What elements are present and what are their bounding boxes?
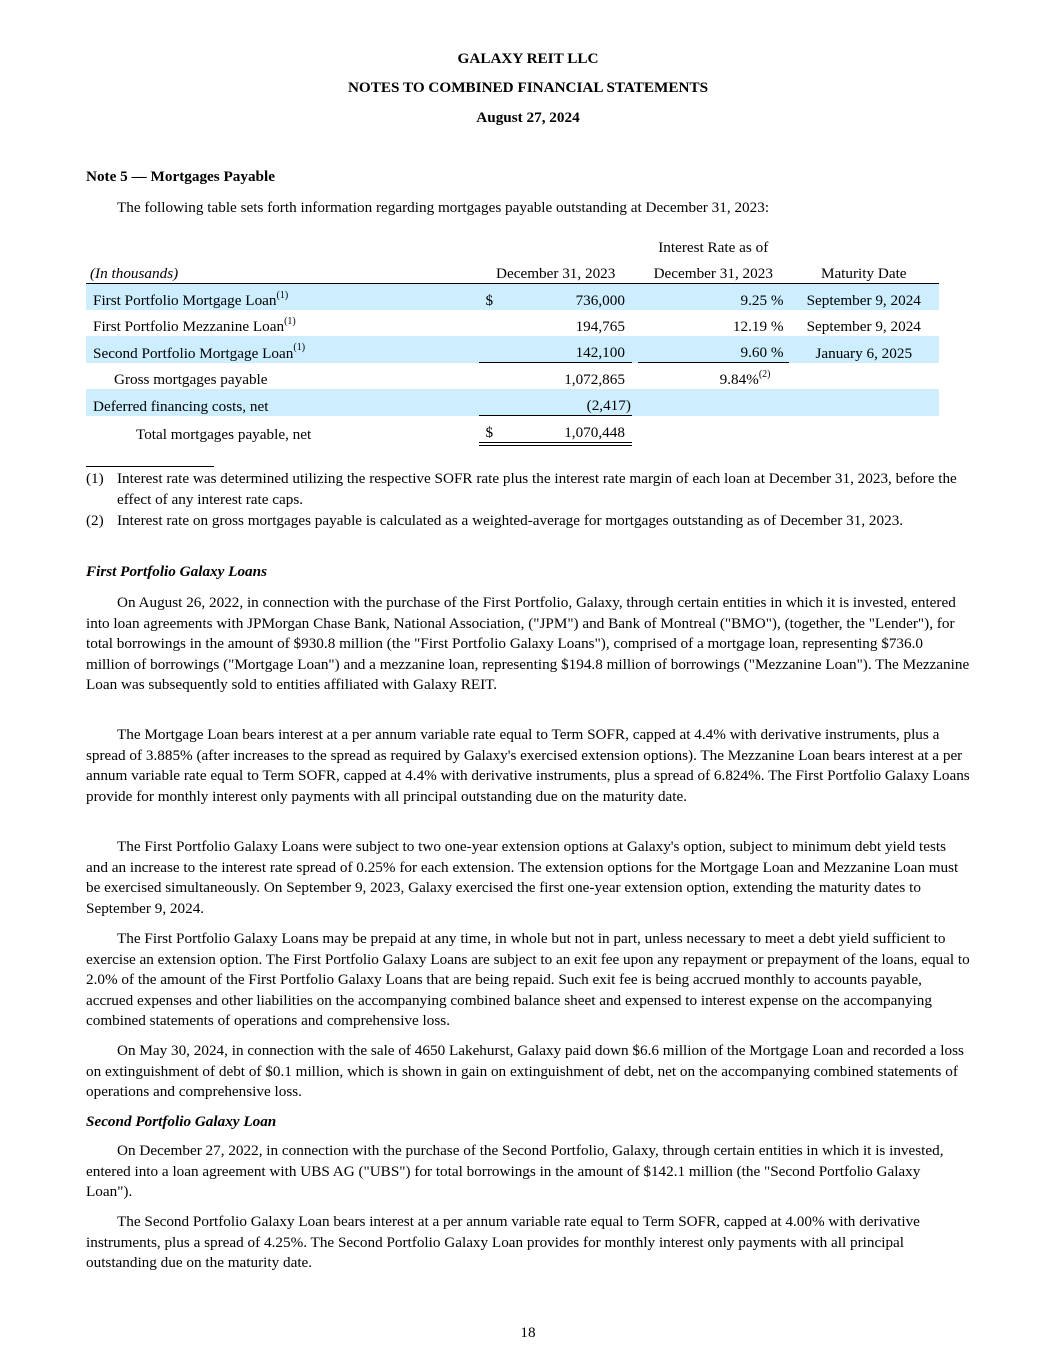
row-label: First Portfolio Mezzanine Loan$^{(1)}$ bbox=[93, 315, 296, 335]
maturity-value bbox=[789, 389, 940, 416]
balance-value: 1,070,448 bbox=[564, 424, 625, 441]
paragraph: The First Portfolio Galaxy Loans were subject to two one-year extension options at Galaxy's option, subject to minimum debt yield tests and an increase to the interest rate spread of 0.25% for each extension. The extension options for the Mortgage Loan and Mezzanine Loan must be exercised simultaneously. On September 9, 2023, Galaxy exercised the first one-year extension option, extending the maturity dates to September 9, 2024. bbox=[86, 838, 959, 917]
balance-value: 1,072,865 bbox=[564, 371, 625, 388]
table-header-row-1 bbox=[86, 231, 939, 257]
row-label: First Portfolio Mortgage Loan$^{(1)}$ bbox=[86, 284, 473, 311]
paragraph: On December 27, 2022, in connection with the purchase of the Second Portfolio, Galaxy, through certain entities in which it is invested, entered into a loan agreement with UBS AG ("UBS") for total borrowings in the amount of $142.1 million (the "Second Portfolio Galaxy Loan"). bbox=[86, 1142, 944, 1200]
rate-value: 9.60 % bbox=[638, 336, 788, 363]
balance-cell bbox=[479, 416, 632, 445]
company-name: GALAXY REIT LLC bbox=[457, 50, 599, 67]
maturity-header: Maturity Date bbox=[789, 257, 940, 284]
units-label: (In thousands) bbox=[86, 257, 473, 284]
rate-header-line2: December 31, 2023 bbox=[638, 257, 788, 284]
balance-cell bbox=[479, 284, 632, 311]
paragraph: The Second Portfolio Galaxy Loan bears interest at a per annum variable rate equal to Term SOFR, capped at 4.00% with derivative instruments, plus a spread of 4.25%. The Second Portfolio Galaxy Loan provides for monthly interest only payments with all principal outstanding due on the maturity date. bbox=[86, 1213, 920, 1271]
maturity-value: September 9, 2024 bbox=[806, 318, 921, 335]
table-row bbox=[86, 284, 939, 311]
section-title-first-portfolio: First Portfolio Galaxy Loans bbox=[86, 563, 267, 580]
rate-value: 9.84%$^{(2)}$ bbox=[719, 368, 771, 388]
table-row bbox=[86, 389, 939, 416]
page-number: 18 bbox=[520, 1324, 536, 1341]
footnote-1 bbox=[86, 469, 970, 510]
note-intro: The following table sets forth information regarding mortgages payable outstanding at December 31, 2023: bbox=[117, 199, 770, 216]
table-row bbox=[86, 363, 939, 390]
balance-cell bbox=[479, 363, 632, 390]
table-row bbox=[86, 336, 939, 363]
section-title-second-portfolio: Second Portfolio Galaxy Loan bbox=[86, 1113, 277, 1130]
balance-value: 736,000 bbox=[575, 292, 625, 309]
row-label: Gross mortgages payable bbox=[114, 371, 268, 388]
balance-value: 194,765 bbox=[575, 318, 625, 335]
footnote-ref: (1) bbox=[284, 315, 296, 327]
footnote-text: Interest rate was determined utilizing the respective SOFR rate plus the interest rate margin of each loan at December 31, 2023, before the effect of any interest rate caps. bbox=[117, 470, 957, 508]
balance-value: 142,100 bbox=[575, 344, 625, 361]
table-row bbox=[86, 416, 939, 445]
rate-value: 12.19 % bbox=[732, 318, 784, 335]
rate-value: 9.25 % bbox=[638, 284, 788, 311]
paragraph: On May 30, 2024, in connection with the sale of 4650 Lakehurst, Galaxy paid down $6.6 million of the Mortgage Loan and recorded a loss on extinguishment of debt of $0.1 million, which is shown in gain on extinguishment of debt, net on the accompanying combined statements of operations and comprehensive loss. bbox=[86, 1042, 964, 1100]
document-title: NOTES TO COMBINED FINANCIAL STATEMENTS bbox=[347, 79, 709, 96]
footnote-text: Interest rate on gross mortgages payable is calculated as a weighted-average for mortgages outstanding as of December 31, 2023. bbox=[117, 512, 904, 529]
paragraph: On August 26, 2022, in connection with the purchase of the First Portfolio, Galaxy, through certain entities in which it is invested, entered into loan agreements with JPMorgan Chase Bank, National Association, ("JPM") and Bank of Montreal ("BMO"), (together, the "Lender"), for total borrowings in the amount of $930.8 million (the "First Portfolio Galaxy Loans"), comprised of a mortgage loan, representing $736.0 million of borrowings ("Mortgage Loan") and a mezzanine loan, representing $194.8 million of borrowings ("Mezzanine Loan"). The Mezzanine Loan was subsequently sold to entities affiliated with Galaxy REIT. bbox=[86, 594, 970, 693]
maturity-value bbox=[789, 363, 940, 390]
balance-cell bbox=[479, 389, 632, 416]
footnote-ref: (1) bbox=[293, 342, 306, 354]
footnote-ref: (1) bbox=[276, 289, 289, 301]
footnote-divider bbox=[86, 466, 214, 467]
maturity-value: January 6, 2025 bbox=[789, 336, 940, 363]
balance-header: December 31, 2023 bbox=[479, 257, 632, 284]
mortgages-table bbox=[86, 231, 939, 446]
rate-header-line1: Interest Rate as of bbox=[658, 239, 769, 256]
footnote-number: (2) bbox=[86, 512, 104, 529]
paragraph: The First Portfolio Galaxy Loans may be prepaid at any time, in whole but not in part, unless necessary to meet a debt yield sufficient to exercise an extension option. The First Portfolio Galaxy Loans are subject to an exit fee upon any repayment or prepayment of the loans, equal to 2.0% of the amount of the First Portfolio Galaxy Loans that are being repaid. Such exit fee is being accrued monthly to accounts payable, accrued expenses and other liabilities on the accompanying combined balance sheet and expensed to interest expense on the accompanying combined statements of operations and comprehensive loss. bbox=[86, 930, 970, 1029]
table-row bbox=[86, 310, 939, 336]
rate-value bbox=[638, 416, 788, 445]
currency-symbol: $ bbox=[485, 292, 494, 309]
row-label: Second Portfolio Mortgage Loan$^{(1)}$ bbox=[86, 336, 473, 363]
balance-value: (2,417) bbox=[586, 397, 631, 414]
maturity-value bbox=[789, 416, 940, 445]
footnote-ref: (2) bbox=[758, 368, 771, 380]
currency-symbol: $ bbox=[485, 424, 494, 441]
maturity-value: September 9, 2024 bbox=[789, 284, 940, 311]
row-label: Total mortgages payable, net bbox=[136, 426, 312, 443]
rate-value bbox=[638, 389, 788, 416]
table-header-row-2 bbox=[86, 257, 939, 284]
paragraph: The Mortgage Loan bears interest at a per annum variable rate equal to Term SOFR, capped at 4.4% with derivative instruments, plus a spread of 3.885% (after increases to the spread as required by Galaxy's exercised extension options). The Mezzanine Loan bears interest at a per annum variable rate equal to Term SOFR, capped at 4.4% with derivative instruments, plus a spread of 6.824%. The First Portfolio Galaxy Loans provide for monthly interest only payments with all principal outstanding due on the maturity date. bbox=[86, 726, 970, 805]
row-label: Deferred financing costs, net bbox=[86, 389, 473, 416]
footnote-number: (1) bbox=[86, 470, 104, 487]
document-date: August 27, 2024 bbox=[476, 109, 580, 126]
note-title: Note 5 — Mortgages Payable bbox=[86, 168, 275, 185]
balance-cell bbox=[479, 310, 632, 336]
footnote-2 bbox=[86, 511, 970, 532]
balance-cell bbox=[479, 336, 632, 363]
